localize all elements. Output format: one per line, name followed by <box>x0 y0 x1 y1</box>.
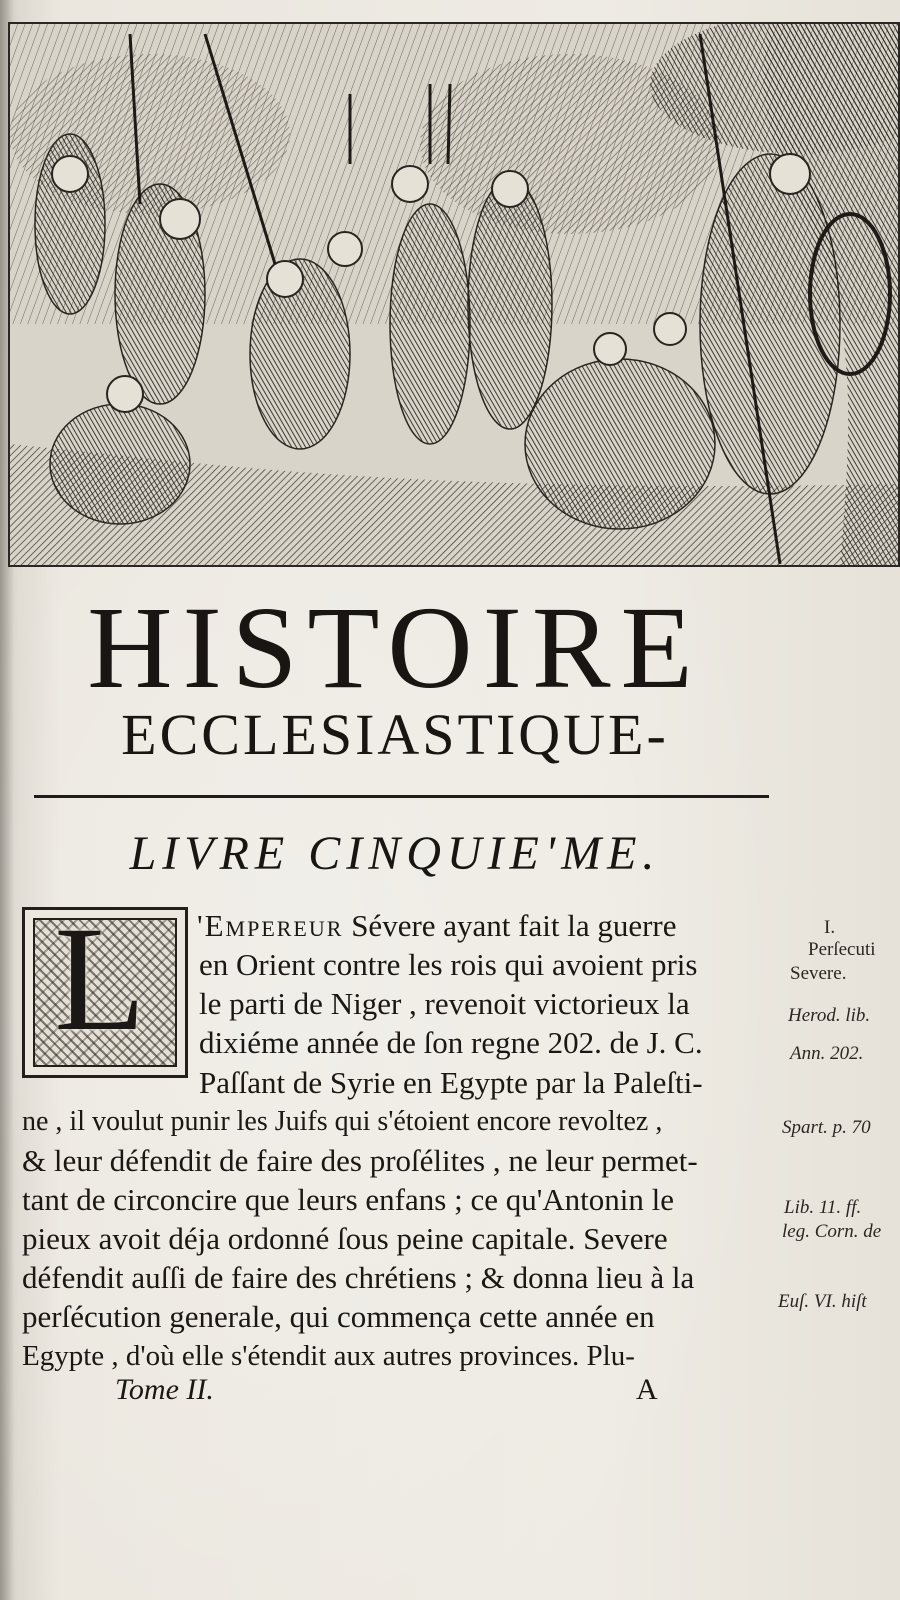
volume-label: Tome II. <box>115 1373 214 1406</box>
margin-ref-year: Ann. 202. <box>790 1043 864 1064</box>
text-line-12: Egypte , d'où elle s'étendit aux autres provinces. Plu- <box>22 1340 635 1372</box>
signature-mark: A <box>636 1373 658 1406</box>
margin-ref-digest-2: leg. Corn. de <box>782 1221 882 1242</box>
book-heading: LIVRE CINQUIE'ME. <box>129 827 661 880</box>
text-line-9: pieux avoit déja ordonné ſous peine capitale. Severe <box>22 1221 668 1256</box>
page-subtitle: ECCLESIASTIQUE- <box>121 702 669 767</box>
ornamental-drop-cap <box>22 896 188 1078</box>
text-line-3: le parti de Niger , revenoit victorieux la <box>199 986 690 1021</box>
text-line-6: ne , il voulut punir les Juifs qui s'étoient encore revoltez , <box>22 1106 663 1137</box>
text-line-11: perſécution generale, qui commença cette année en <box>22 1299 655 1334</box>
text-line-7: & leur défendit de faire des proſélites , ne leur permet- <box>22 1143 698 1178</box>
margin-ref-spartian: Spart. p. 70 <box>782 1117 871 1138</box>
margin-section-title-1: Perſecuti <box>808 939 876 960</box>
page-title: HISTOIRE <box>87 582 703 713</box>
engraved-illustration <box>8 22 900 567</box>
margin-section-number: I. <box>824 917 836 938</box>
text-line-1 <box>197 906 677 946</box>
text-line-4: dixiéme année de ſon regne 202. de J. C. <box>199 1025 703 1060</box>
drop-cap-letter: L <box>54 896 146 1062</box>
text-line-1-rest: Sévere ayant fait la guerre <box>343 908 677 943</box>
engraving-artwork <box>10 24 898 565</box>
margin-ref-eusebius: Euſ. VI. hiſt <box>778 1291 867 1312</box>
text-line-8: tant de circoncire que leurs enfans ; ce qu'Antonin le <box>22 1182 675 1217</box>
text-line-5: Paſſant de Syrie en Egypte par la Paleſti- <box>199 1065 703 1100</box>
margin-section-title-2: Severe. <box>790 963 847 984</box>
margin-ref-herodian: Herod. lib. <box>788 1005 871 1026</box>
margin-ref-digest-1: Lib. 11. ff. <box>784 1197 862 1218</box>
text-line-2: en Orient contre les rois qui avoient pris <box>199 947 698 982</box>
title-rule <box>34 795 769 798</box>
first-word: 'Empereur <box>197 908 344 943</box>
text-line-10: défendit auſſi de faire des chrétiens ; & donna lieu à la <box>22 1260 695 1295</box>
